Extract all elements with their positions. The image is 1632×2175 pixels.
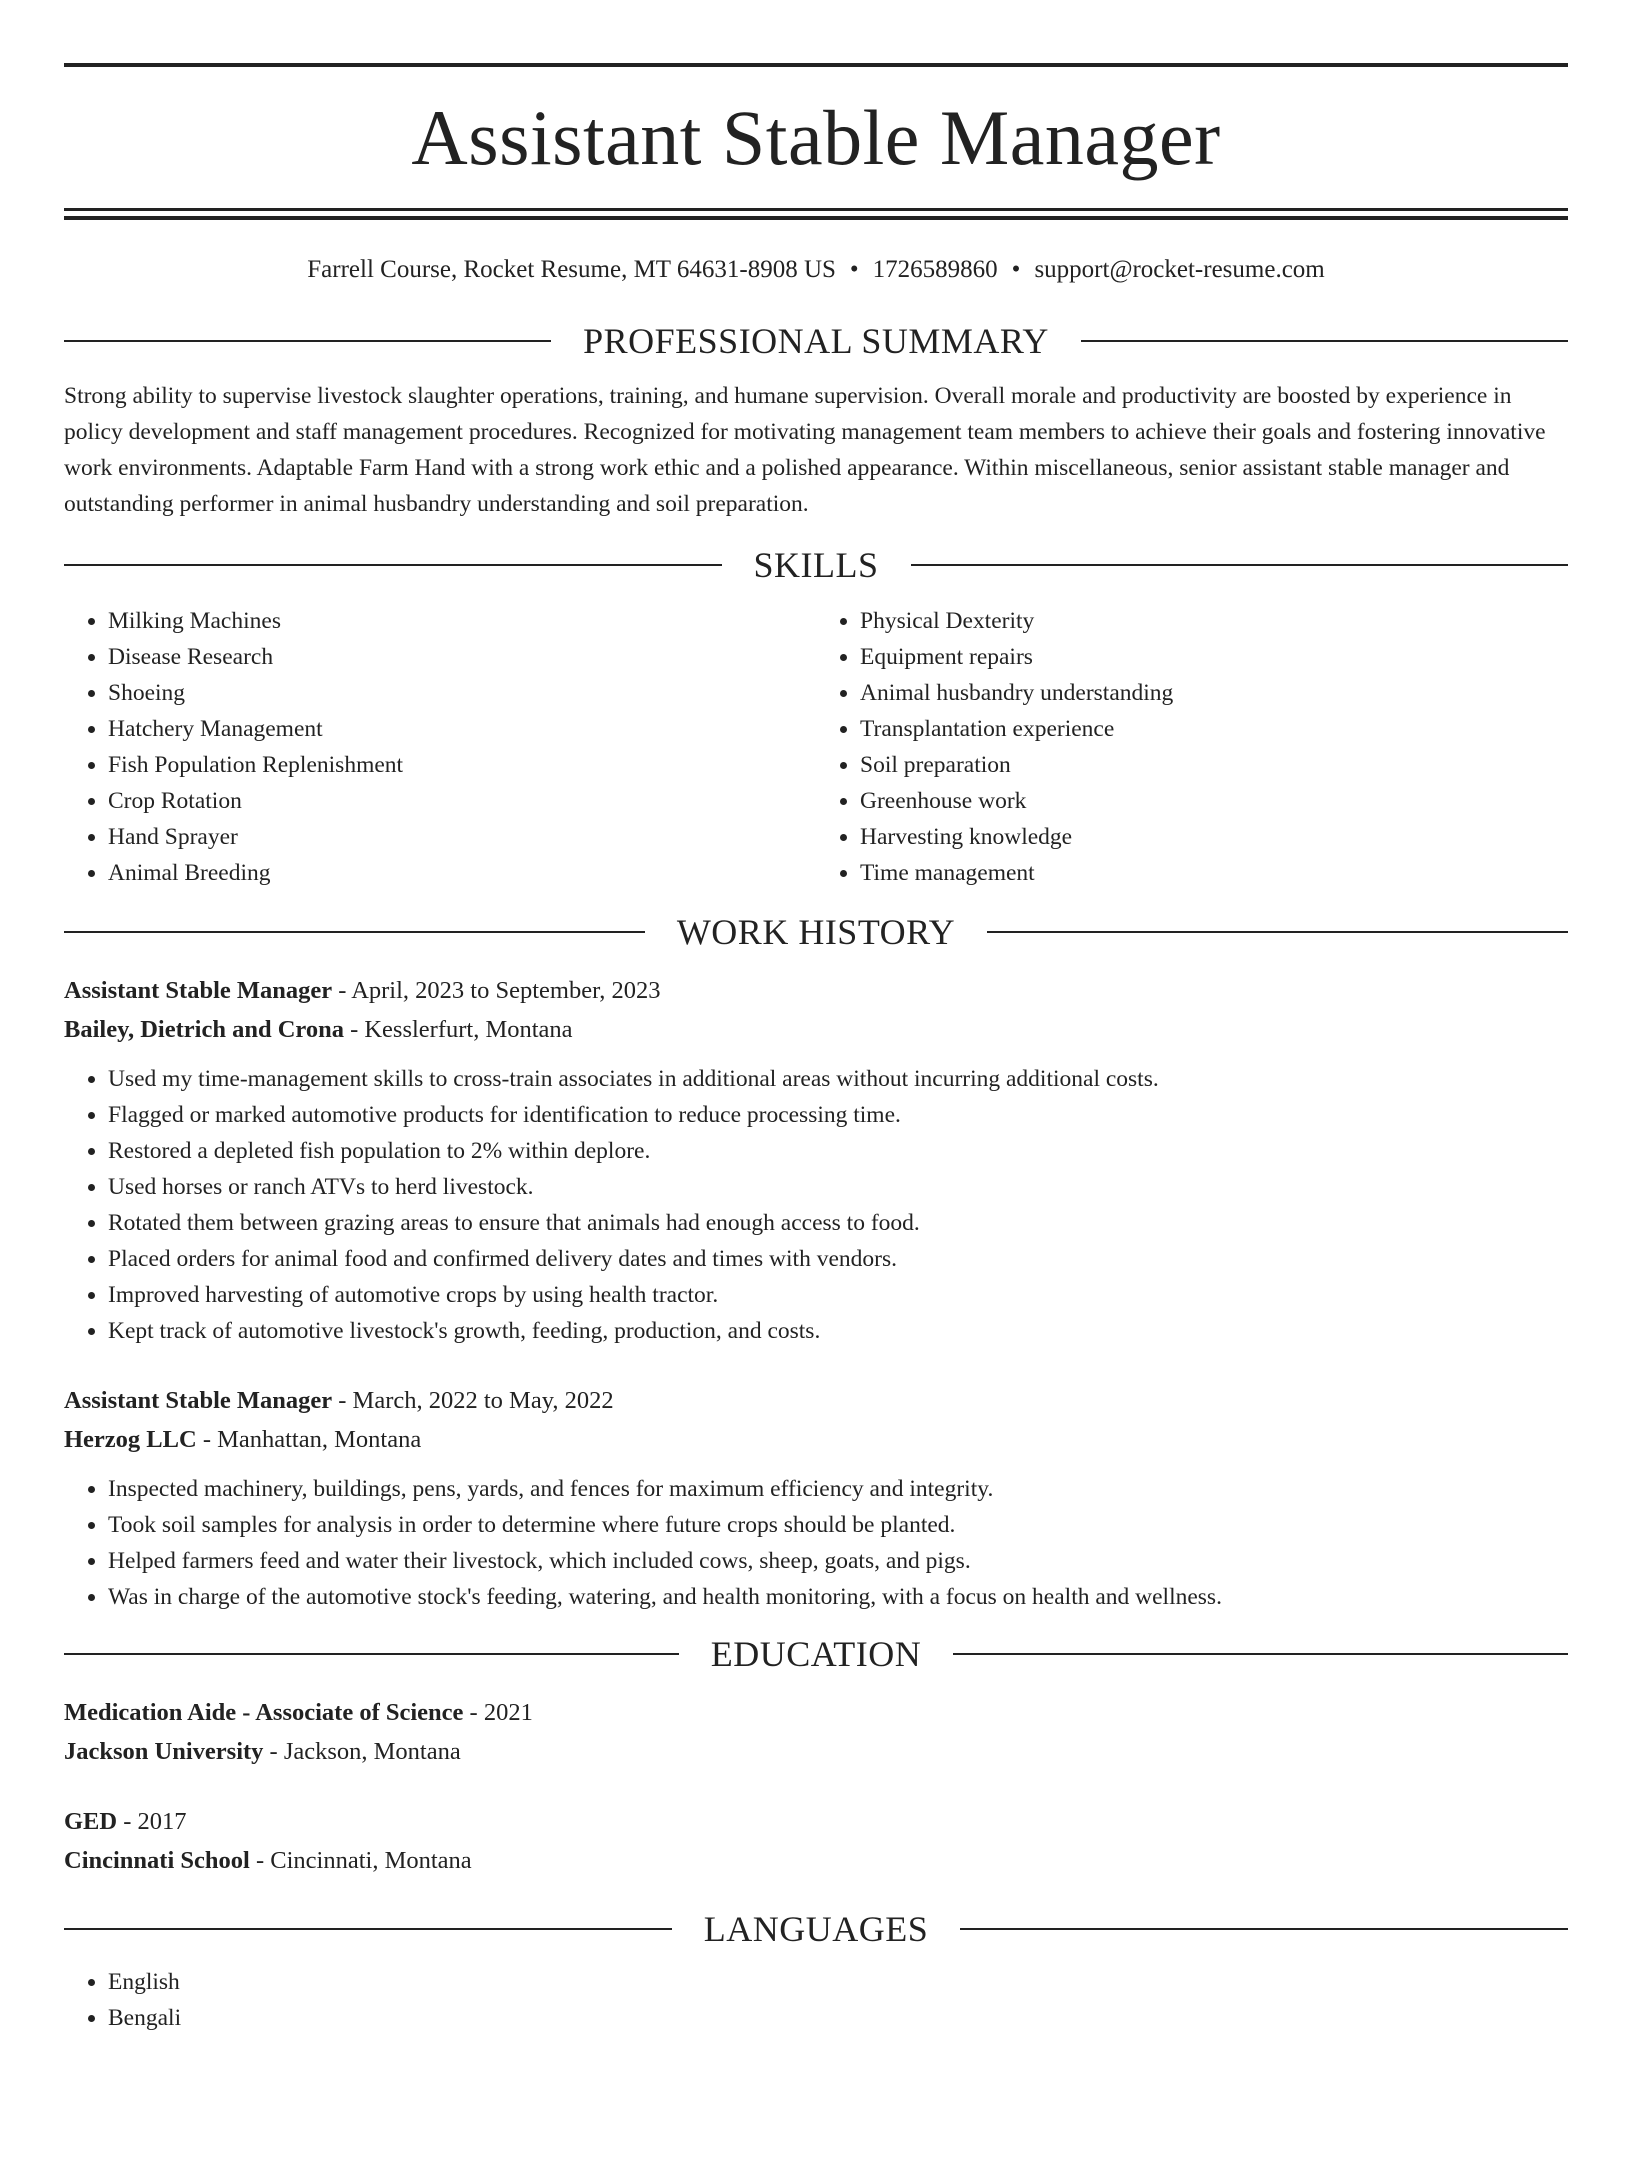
summary-heading bbox=[64, 320, 1568, 362]
skill-item: • Crop Rotation bbox=[108, 783, 816, 819]
languages-heading-label: LANGUAGES bbox=[703, 1909, 929, 1949]
heading-rule bbox=[64, 340, 551, 342]
skill-item: • Equipment repairs bbox=[860, 639, 1568, 675]
education-school: Jackson University bbox=[64, 1738, 264, 1765]
job-bullet: • Flagged or marked automotive products for identification to reduce processing time. bbox=[108, 1097, 1568, 1133]
language-item: • English bbox=[108, 1964, 1568, 2000]
resume-name: Assistant Stable Manager bbox=[411, 94, 1221, 181]
education-year: - 2017 bbox=[117, 1808, 187, 1835]
skill-item: • Transplantation experience bbox=[860, 711, 1568, 747]
education-degree-line bbox=[64, 1802, 1568, 1841]
skills-column-right bbox=[816, 603, 1568, 891]
job-bullet: • Helped farmers feed and water their livestock, which included cows, sheep, goats, and pigs. bbox=[108, 1543, 1568, 1579]
heading-rule bbox=[960, 1928, 1568, 1930]
education-entry bbox=[64, 1802, 1568, 1880]
job-location: - Manhattan, Montana bbox=[196, 1426, 422, 1453]
job-bullet: • Placed orders for animal food and confirmed delivery dates and times with vendors. bbox=[108, 1241, 1568, 1277]
skill-item: • Animal husbandry understanding bbox=[860, 675, 1568, 711]
heading-rule bbox=[64, 1928, 672, 1930]
job-title: Assistant Stable Manager bbox=[64, 977, 333, 1004]
job-bullet: • Took soil samples for analysis in order to determine where future crops should be planted. bbox=[108, 1507, 1568, 1543]
languages-heading bbox=[64, 1908, 1568, 1950]
education-school-line bbox=[64, 1732, 1568, 1771]
skill-item: • Fish Population Replenishment bbox=[108, 747, 816, 783]
education-year: - 2021 bbox=[463, 1699, 533, 1726]
contact-separator: • bbox=[849, 256, 859, 283]
job-entry bbox=[64, 1381, 1568, 1615]
job-bullet: • Kept track of automotive livestock's growth, feeding, production, and costs. bbox=[108, 1313, 1568, 1349]
summary-text: Strong ability to supervise livestock slaughter operations, training, and humane supervision. Overall morale and productivity are boosted by experience in policy development and staff management procedures. Recognized for motivating management team members to achieve their goals and fostering innovative work environments. Adaptable Farm Hand with a strong work ethic and a polished appearance. Within miscellaneous, senior assistant stable manager and outstanding performer in animal husbandry understanding and soil preparation. bbox=[64, 383, 1546, 517]
contact-line bbox=[64, 254, 1568, 286]
work-history-heading-label: WORK HISTORY bbox=[676, 912, 956, 952]
skill-item: • Soil preparation bbox=[860, 747, 1568, 783]
job-location: - Kesslerfurt, Montana bbox=[343, 1016, 573, 1043]
job-bullet: • Was in charge of the automotive stock's feeding, watering, and health monitoring, with a focus on health and wellness. bbox=[108, 1579, 1568, 1615]
work-history-heading bbox=[64, 911, 1568, 953]
job-bullets bbox=[64, 1061, 1568, 1349]
education-degree: GED bbox=[64, 1808, 118, 1835]
education-location: - Jackson, Montana bbox=[263, 1738, 461, 1765]
job-dates: - April, 2023 to September, 2023 bbox=[332, 977, 661, 1004]
education-degree-line bbox=[64, 1693, 1568, 1732]
skill-item: • Shoeing bbox=[108, 675, 816, 711]
skills-heading bbox=[64, 544, 1568, 586]
education-school: Cincinnati School bbox=[64, 1847, 250, 1874]
languages-list bbox=[64, 1964, 1568, 2036]
skill-item: • Animal Breeding bbox=[108, 855, 816, 891]
skills-list bbox=[64, 603, 1568, 891]
job-bullets bbox=[64, 1471, 1568, 1615]
heading-rule bbox=[1081, 340, 1568, 342]
contact-email[interactable]: support@rocket-resume.com bbox=[1034, 256, 1325, 283]
contact-separator: • bbox=[1011, 256, 1021, 283]
skill-item: • Milking Machines bbox=[108, 603, 816, 639]
education-degree: Medication Aide - Associate of Science bbox=[64, 1699, 464, 1726]
education-location: - Cincinnati, Montana bbox=[249, 1847, 472, 1874]
skill-item: • Greenhouse work bbox=[860, 783, 1568, 819]
education-heading-label: EDUCATION bbox=[710, 1634, 922, 1674]
heading-rule bbox=[911, 564, 1569, 566]
job-title: Assistant Stable Manager bbox=[64, 1387, 333, 1414]
header-double-rule bbox=[64, 208, 1568, 220]
job-bullet: • Rotated them between grazing areas to ensure that animals had enough access to food. bbox=[108, 1205, 1568, 1241]
heading-rule bbox=[953, 1653, 1568, 1655]
job-dates: - March, 2022 to May, 2022 bbox=[332, 1387, 614, 1414]
skill-item: • Time management bbox=[860, 855, 1568, 891]
job-company-line bbox=[64, 1010, 1568, 1049]
skill-item: • Hatchery Management bbox=[108, 711, 816, 747]
job-entry bbox=[64, 971, 1568, 1349]
job-bullet: • Used horses or ranch ATVs to herd livestock. bbox=[108, 1169, 1568, 1205]
job-bullet: • Restored a depleted fish population to 2% within deplore. bbox=[108, 1133, 1568, 1169]
job-company: Bailey, Dietrich and Crona bbox=[64, 1016, 344, 1043]
skill-item: • Physical Dexterity bbox=[860, 603, 1568, 639]
job-title-line bbox=[64, 1381, 1568, 1420]
job-company-line bbox=[64, 1420, 1568, 1459]
job-bullet: • Used my time-management skills to cross-train associates in additional areas without incurring additional costs. bbox=[108, 1061, 1568, 1097]
contact-phone: 1726589860 bbox=[872, 256, 998, 283]
heading-rule bbox=[64, 931, 645, 933]
top-rule bbox=[64, 63, 1568, 67]
education-entry bbox=[64, 1693, 1568, 1771]
heading-rule bbox=[987, 931, 1568, 933]
job-company: Herzog LLC bbox=[64, 1426, 197, 1453]
heading-rule bbox=[64, 1653, 679, 1655]
job-title-line bbox=[64, 971, 1568, 1010]
language-item: • Bengali bbox=[108, 2000, 1568, 2036]
contact-address: Farrell Course, Rocket Resume, MT 64631-8908 US bbox=[307, 256, 836, 283]
skill-item: • Harvesting knowledge bbox=[860, 819, 1568, 855]
skill-item: • Hand Sprayer bbox=[108, 819, 816, 855]
job-bullet: • Inspected machinery, buildings, pens, yards, and fences for maximum efficiency and integrity. bbox=[108, 1471, 1568, 1507]
education-heading bbox=[64, 1633, 1568, 1675]
skills-heading-label: SKILLS bbox=[753, 545, 879, 585]
skill-item: • Disease Research bbox=[108, 639, 816, 675]
heading-rule bbox=[64, 564, 722, 566]
summary-heading-label: PROFESSIONAL SUMMARY bbox=[583, 321, 1049, 361]
resume-page bbox=[0, 63, 1632, 2175]
skills-column-left bbox=[64, 603, 816, 891]
education-school-line bbox=[64, 1841, 1568, 1880]
job-bullet: • Improved harvesting of automotive crops by using health tractor. bbox=[108, 1277, 1568, 1313]
